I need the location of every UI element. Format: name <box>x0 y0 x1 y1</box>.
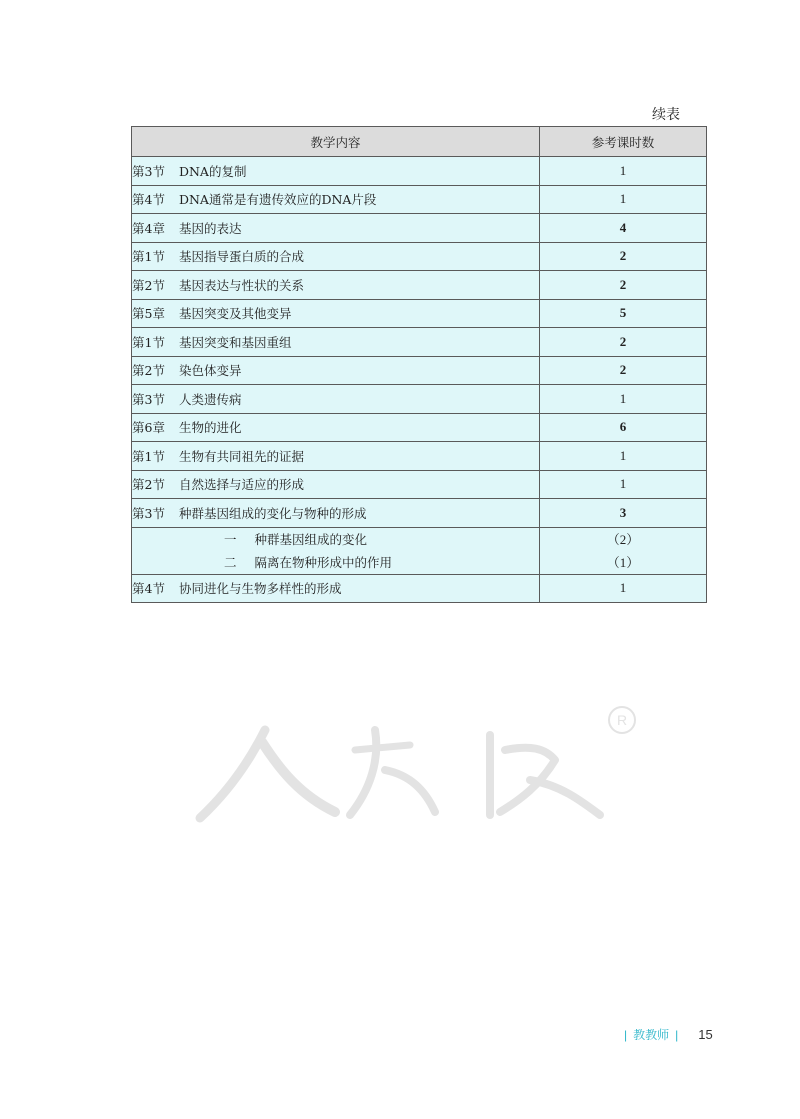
header-hours: 参考课时数 <box>540 127 707 157</box>
syllabus-table <box>131 126 707 603</box>
page-number: 15 <box>698 1027 713 1042</box>
row-hours: 5 <box>540 299 707 328</box>
row-hours: 1 <box>540 157 707 186</box>
row-hours: 2 <box>540 356 707 385</box>
table-row <box>132 328 707 357</box>
row-number: 第1节 <box>132 334 165 350</box>
subtopic-hours: （2） <box>606 531 640 547</box>
footer-divider: | <box>624 1027 628 1042</box>
row-hours: 2 <box>540 242 707 271</box>
row-title: 种群基因组成的变化与物种的形成 <box>178 505 367 521</box>
row-hours: 2 <box>540 328 707 357</box>
row-title: 基因指导蛋白质的合成 <box>178 249 304 265</box>
footer-divider: | <box>675 1027 679 1042</box>
row-number: 第3节 <box>132 505 165 521</box>
table-row <box>132 356 707 385</box>
row-number: 第2节 <box>132 277 165 293</box>
row-number: 第4章 <box>132 220 165 236</box>
row-hours: 1 <box>540 442 707 471</box>
subtopic-row <box>132 527 707 574</box>
row-title: 基因突变和基因重组 <box>178 334 292 350</box>
table-row <box>132 499 707 528</box>
publisher-watermark-logo <box>170 690 650 840</box>
table-row <box>132 385 707 414</box>
row-number: 第4节 <box>132 192 165 208</box>
chapter-row <box>132 299 707 328</box>
row-title: 协同进化与生物多样性的形成 <box>178 581 342 597</box>
row-hours: 1 <box>540 470 707 499</box>
row-number: 第3节 <box>132 163 165 179</box>
row-title: DNA通常是有遗传效应的DNA片段 <box>178 192 377 208</box>
row-number: 第1节 <box>132 448 165 464</box>
table-row <box>132 442 707 471</box>
row-title: 生物的进化 <box>178 420 242 436</box>
row-number: 第2节 <box>132 477 165 493</box>
row-number: 第4节 <box>132 581 165 597</box>
subtopic-title: 隔离在物种形成中的作用 <box>254 554 393 570</box>
row-hours: 1 <box>540 185 707 214</box>
row-title: 基因突变及其他变异 <box>178 306 292 322</box>
header-content: 教学内容 <box>132 127 540 157</box>
table-row <box>132 574 707 603</box>
row-title: 人类遗传病 <box>178 391 242 407</box>
chapter-row <box>132 214 707 243</box>
row-title: 基因表达与性状的关系 <box>178 277 304 293</box>
subtopic-number: 一 <box>224 531 237 547</box>
row-title: 自然选择与适应的形成 <box>178 477 304 493</box>
row-title: 基因的表达 <box>178 220 242 236</box>
row-hours: 1 <box>540 385 707 414</box>
subtopic-item <box>132 528 539 551</box>
chapter-row <box>132 413 707 442</box>
subtopic-number: 二 <box>224 554 237 570</box>
table-row <box>132 185 707 214</box>
row-hours: 1 <box>540 574 707 603</box>
row-title: DNA的复制 <box>178 163 247 179</box>
page-footer <box>618 1026 713 1043</box>
row-number: 第3节 <box>132 391 165 407</box>
row-title: 染色体变异 <box>178 363 242 379</box>
row-hours: 6 <box>540 413 707 442</box>
footer-brand: 教教师 <box>633 1028 670 1042</box>
table-row <box>132 470 707 499</box>
subtopic-title: 种群基因组成的变化 <box>254 531 368 547</box>
table-header-row <box>132 127 707 157</box>
table-row <box>132 242 707 271</box>
row-title: 生物有共同祖先的证据 <box>178 448 304 464</box>
table-row <box>132 157 707 186</box>
svg-text:R: R <box>616 712 628 728</box>
row-number: 第5章 <box>132 306 165 322</box>
row-number: 第1节 <box>132 249 165 265</box>
table-row <box>132 271 707 300</box>
subtopic-item <box>132 551 539 574</box>
row-hours: 2 <box>540 271 707 300</box>
subtopic-hours: （1） <box>606 554 640 570</box>
row-number: 第6章 <box>132 420 165 436</box>
row-number: 第2节 <box>132 363 165 379</box>
row-hours: 4 <box>540 214 707 243</box>
continued-label: 续表 <box>652 107 680 123</box>
row-hours: 3 <box>540 499 707 528</box>
